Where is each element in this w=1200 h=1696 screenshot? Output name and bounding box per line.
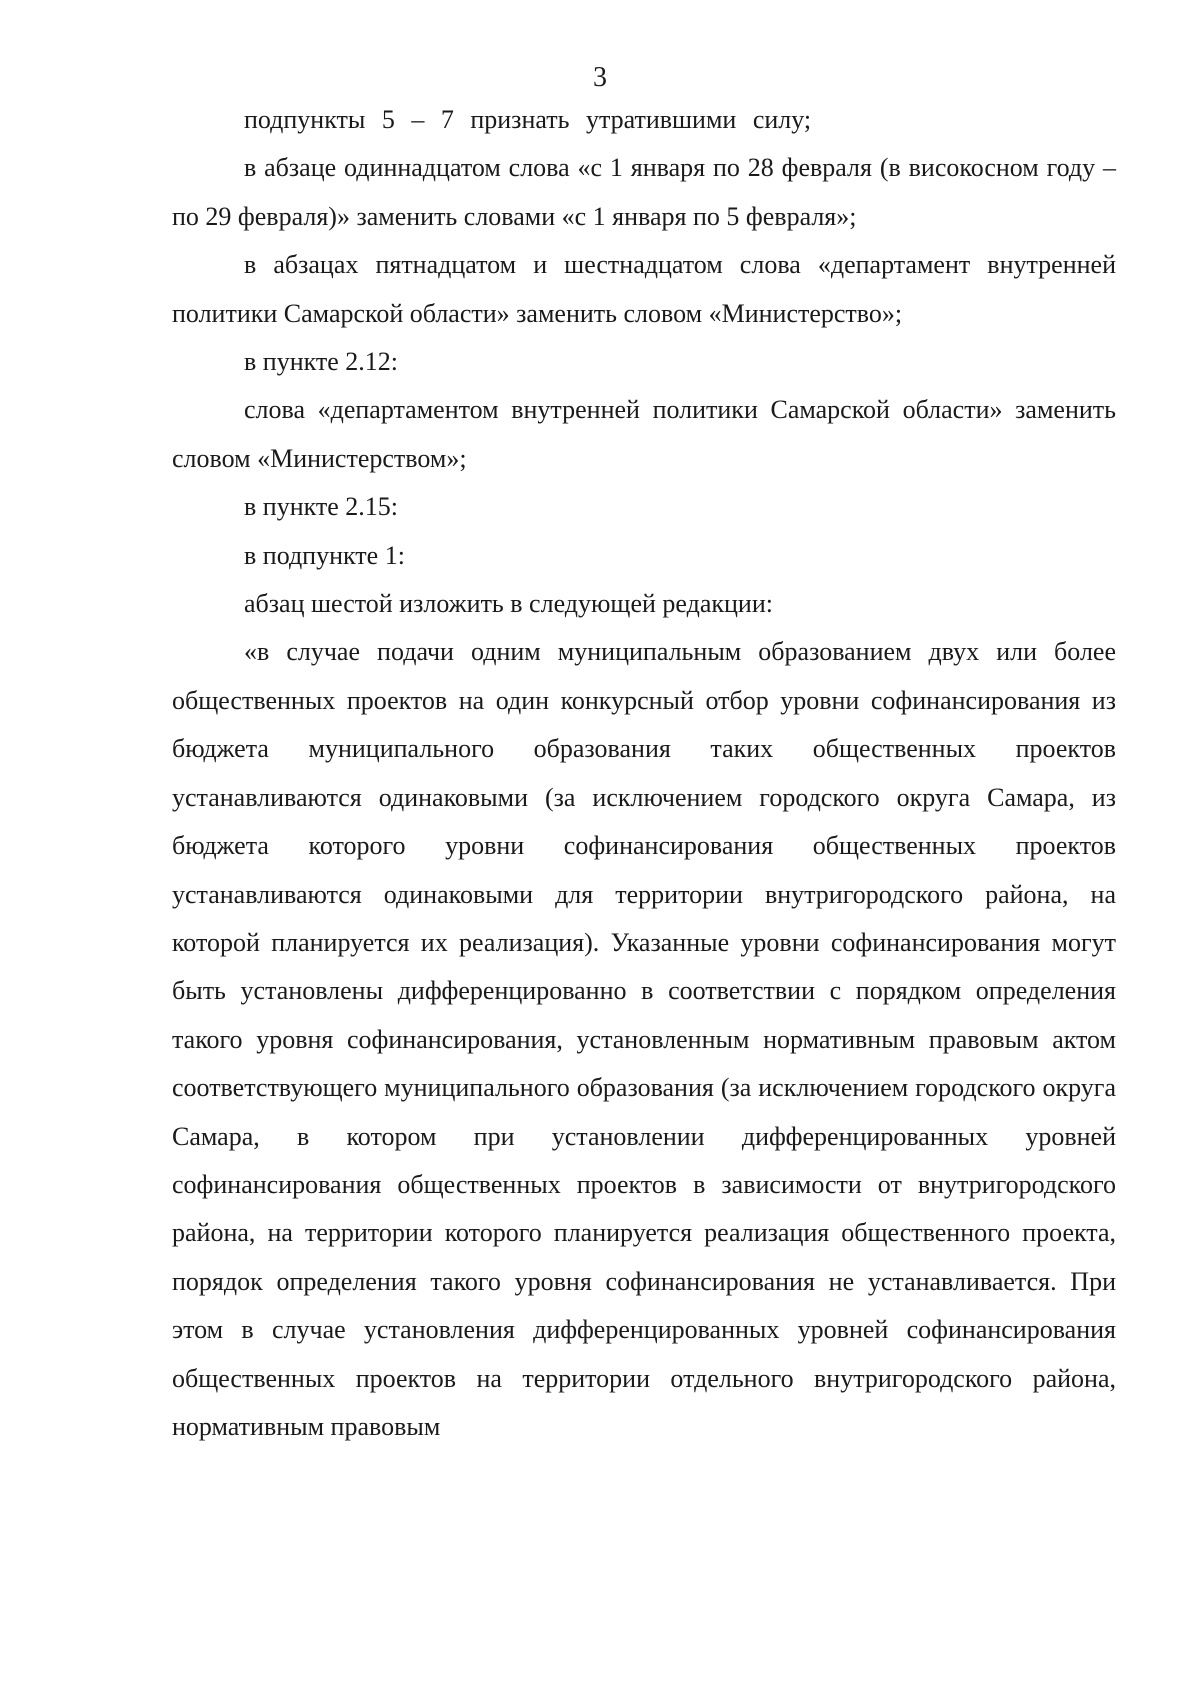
page-number: 3 [593, 62, 607, 93]
paragraph-replace-department: слова «департаментом внутренней политики Самарской области» заменить словом «Министерством»; [172, 395, 1116, 473]
document-body [172, 96, 1116, 1451]
paragraph-sixth-abzac-heading: абзац шестой изложить в следующей редакции: [244, 589, 773, 619]
paragraph-point-2-12: в пункте 2.12: [244, 347, 399, 377]
paragraph-subpoint-1: в подпункте 1: [244, 540, 405, 570]
paragraph-subpoints-repealed: подпункты 5 – 7 признать утратившими силу; [244, 105, 812, 134]
paragraph-eleventh-abzac: в абзаце одиннадцатом слова «с 1 января по 28 февраля (в високосном году – по 29 февраля)» заменить словами «с 1 января по 5 февраля»; [172, 153, 1116, 231]
paragraph-point-2-15: в пункте 2.15: [244, 492, 399, 522]
paragraph-fifteenth-sixteenth-abzac: в абзацах пятнадцатом и шестнадцатом слова «департамент внутренней политики Самарской области» заменить словом «Министерство»; [172, 250, 1116, 328]
paragraph-new-wording: «в случае подачи одним муниципальным образованием двух или более общественных проектов на один конкурсный отбор уровни софинансирования из бюджета муниципального образования таких общественных проектов устанавливаются одинаковыми (за исключением городского округа Самара, из бюджета которого уровни софинансирования общественных проектов устанавливаются одинаковыми для территории внутригородского района, на которой планируется их реализация). Указанные уровни софинансирования могут быть установлены дифференцированно в соответствии с порядком определения такого уровня софинансирования, установленным нормативным правовым актом соответствующего муниципального образования (за исключением городского округа Самара, в котором при установлении дифференцированных уровней софинансирования общественных проектов в зависимости от внутригородского района, на территории которого планируется реализация общественного проекта, порядок определения такого уровня софинансирования не устанавливается. При этом в случае установления дифференцированных уровней софинансирования общественных проектов на территории отдельного внутригородского района, нормативным правовым [172, 637, 1116, 1441]
